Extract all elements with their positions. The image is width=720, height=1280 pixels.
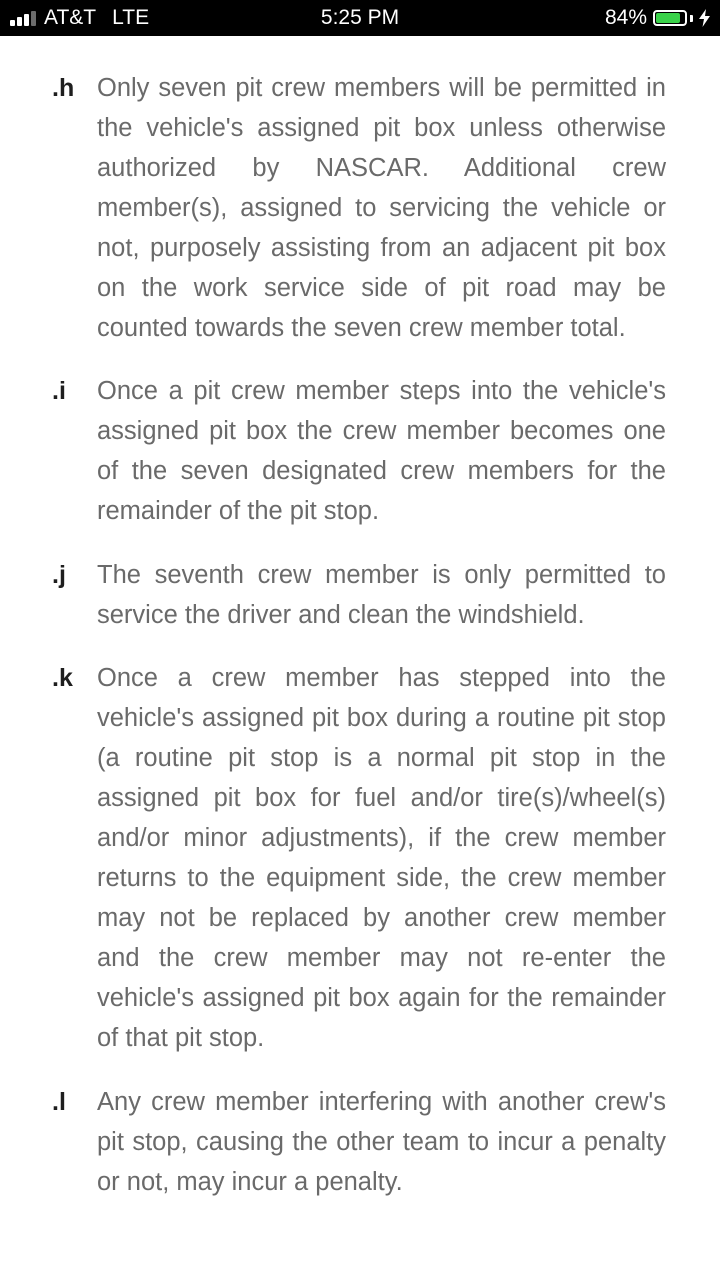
rule-text: The seventh crew member is only permitted to service the driver and clean the windshield. [97, 561, 666, 629]
network-type: LTE [112, 6, 150, 29]
status-right [605, 0, 710, 36]
battery-icon [653, 10, 687, 26]
rule-text: Once a crew member has stepped into the vehicle's assigned pit box during a routine pit stop (a routine pit stop is a normal pit stop in the assigned pit box for fuel and/or tire(s)/wheel(s) and/or minor adjustments), if the crew member returns to the equipment side, the crew member may not be replaced by another crew member and the crew member may not re-enter the vehicle's assigned pit box again for the remainder of that pit stop. [97, 664, 666, 1052]
battery-percent: 84% [604, 6, 647, 29]
rule-text: Any crew member interfering with another crew's pit stop, causing the other team to incur a penalty or not, may incur a penalty. [97, 1088, 666, 1196]
rule-text: Only seven pit crew members will be permitted in the vehicle's assigned pit box unless otherwise authorized by NASCAR. Additional crew member(s), assigned to servicing the vehicle or not, purposely assisting from an adjacent pit box on the work service side of pit road may be counted towards the seven crew member total. [97, 74, 666, 342]
charging-bolt-icon [699, 9, 710, 27]
carrier-name: AT&T [44, 6, 97, 29]
rule-marker: .h [52, 74, 75, 102]
rule-marker: .i [52, 377, 66, 405]
battery-level-fill [656, 13, 680, 23]
rule-text: Once a pit crew member steps into the vehicle's assigned pit box the crew member becomes one of the seven designated crew members for the remainder of the pit stop. [97, 377, 666, 525]
rule-marker: .l [52, 1088, 66, 1116]
status-bar [0, 0, 720, 36]
status-time: 5:25 PM [320, 6, 400, 29]
battery-cap [690, 15, 693, 22]
rule-marker: .k [52, 664, 73, 692]
rule-marker: .j [52, 561, 66, 589]
